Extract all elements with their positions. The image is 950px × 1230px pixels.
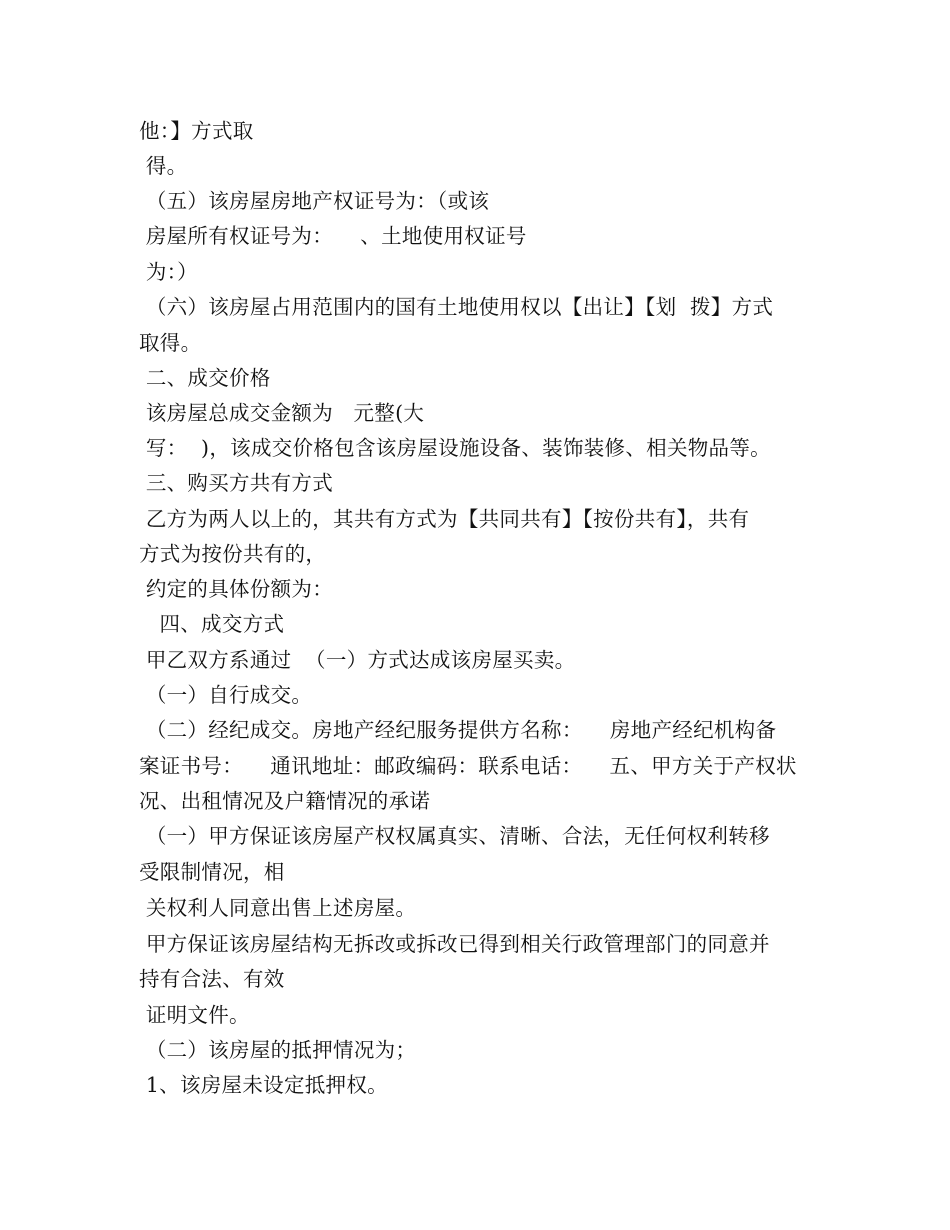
- text-line: 持有合法、有效: [139, 967, 285, 991]
- text-line: 取得。: [139, 331, 202, 355]
- text-line: 甲方保证该房屋结构无拆改或拆改已得到相关行政管理部门的同意并: [139, 932, 770, 956]
- text-line: 写： )，该成交价格包含该房屋设施设备、装饰装修、相关物品等。: [139, 436, 771, 460]
- text-line: 案证书号： 通讯地址：邮政编码：联系电话： 五、甲方关于产权状: [139, 754, 797, 778]
- text-line: 甲乙双方系通过 （一）方式达成该房屋买卖。: [139, 648, 576, 672]
- text-line: 约定的具体份额为：: [139, 577, 334, 601]
- text-line: （二）该房屋的抵押情况为；: [139, 1038, 417, 1062]
- text-line: （一）甲方保证该房屋产权权属真实、清晰、合法，无任何权利转移: [139, 824, 770, 848]
- text-line: （五）该房屋房地产权证号为：（或该: [139, 189, 490, 213]
- text-line: 关权利人同意出售上述房屋。: [139, 896, 417, 920]
- text-line: 为：）: [139, 260, 198, 284]
- text-line: 得。: [139, 154, 188, 178]
- text-line: 证明文件。: [139, 1003, 250, 1027]
- text-line: 受限制情况，相: [139, 860, 285, 884]
- text-line: 乙方为两人以上的，其共有方式为【共同共有】【按份共有】，共有: [139, 507, 750, 531]
- text-line: 况、出租情况及户籍情况的承诺: [139, 789, 431, 813]
- text-line: 1、该房屋未设定抵押权。: [139, 1073, 388, 1097]
- text-line: （一）自行成交。: [139, 683, 313, 707]
- text-line: （二）经纪成交。房地产经纪服务提供方名称： 房地产经纪机构备: [139, 718, 777, 742]
- text-line: 房屋所有权证号为： 、土地使用权证号: [139, 224, 527, 248]
- text-line: 他：】方式取: [139, 119, 254, 143]
- section-heading: 三、购买方共有方式: [139, 471, 334, 495]
- text-line: 该房屋总成交金额为 元整(大: [139, 401, 425, 425]
- section-heading: 四、成交方式: [139, 612, 285, 636]
- text-line: （六）该房屋占用范围内的国有土地使用权以【出让】【划 拨】方式: [139, 295, 774, 319]
- section-heading: 二、成交价格: [139, 366, 271, 390]
- text-line: 方式为按份共有的，: [139, 542, 327, 566]
